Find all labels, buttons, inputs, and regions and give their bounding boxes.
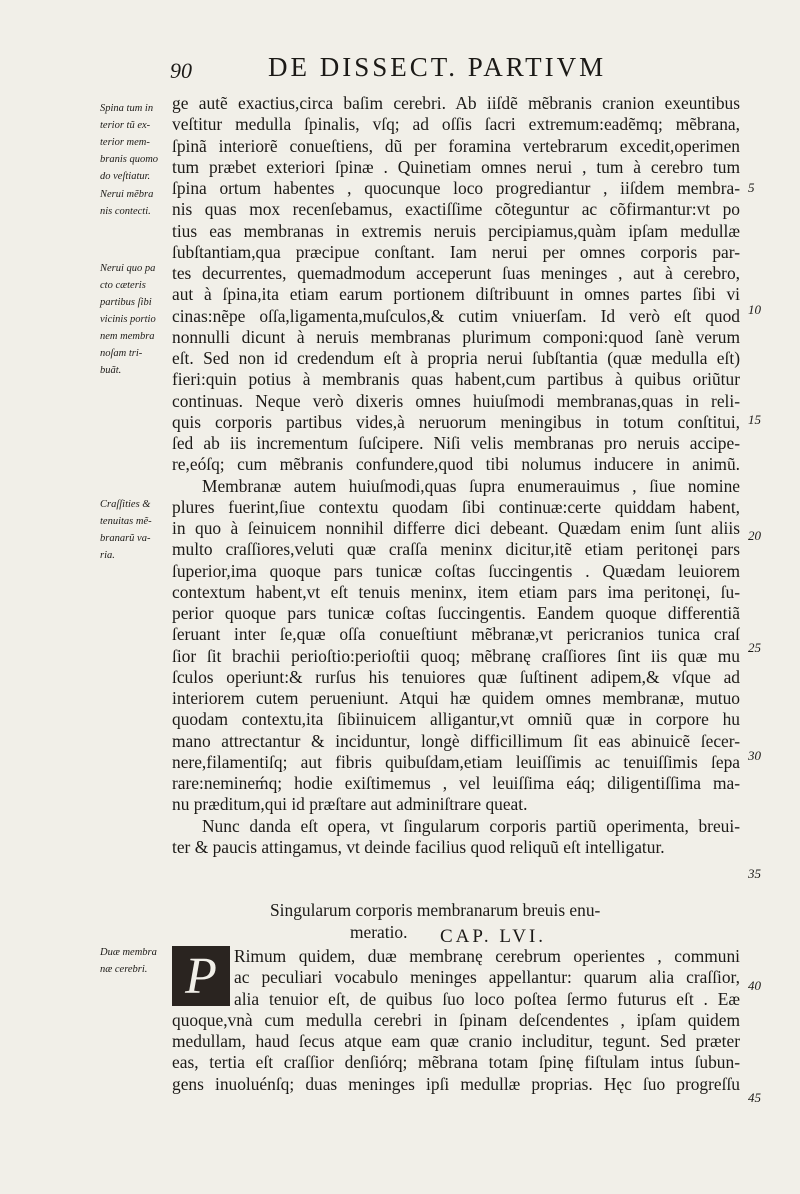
text-line: Rimum quidem, duæ membranę cerebrum operientes , communi [234, 946, 740, 966]
text-line: medullam, haud ſecus atque eam quæ cranio includitur, tegunt. Sed præter [172, 1031, 740, 1051]
chapter-title [172, 900, 740, 921]
chapter-title-line-1: Singularum corporis membranarum breuis enu- [270, 900, 601, 920]
margin-note-spina: Spina tum in terior tũ ex- terior mem- branis quomo do veſtiatur. [100, 103, 159, 182]
text-line: tes decurrentes, quemadmodum acceperunt ſuas meninges , aut à cerebro, [172, 263, 740, 283]
drop-cap: P [172, 946, 230, 1006]
chapter-heading: CAP. LVI. [440, 926, 547, 947]
line-number: 15 [748, 412, 761, 427]
text-line: tius eas membranas in extremis neruis percipiamus,quàm ipſam medullæ [172, 220, 740, 241]
text-line: ſculos operiunt:& rurſus his tenuiores quæ ſuſtinent adipem,& vſque ad [172, 666, 740, 687]
text-line: quis corporis partibus vides,à neruorum meningibus in totum conſtitui, [172, 411, 740, 432]
text-line: nonnulli dicunt à neruis membranas plurimum componi:quod ſanè verum [172, 326, 740, 347]
text-line: re,eóſq; cum mẽbranis confundere,quod tibi nolumus inducere in animũ. [172, 454, 740, 475]
text-line: quodam contextu,ita ſibiinuicem alligantur,vt omniũ quæ in corpore hu [172, 709, 740, 730]
text-line: multo craſſiores,veluti quæ craſſa meninx dicitur,itẽ etiam peritonęi pars [172, 539, 740, 560]
line-number: 40 [748, 978, 761, 993]
chapter-title-continued [350, 922, 440, 943]
text-line: tum præbet exteriori ſpinæ . Quinetiam omnes nerui , tum à cerebro tum [172, 156, 740, 177]
text-line: eſt. Sed non id credendum eſt à propria nerui ſubſtantia (quæ medulla eſt) [172, 348, 740, 368]
text-line: eas, tertia eſt craſſior denſiórq; mẽbrana totam ſpinę fiſtulam intus ſubun- [172, 1052, 740, 1073]
text-line: ter & paucis attingamus, vt deinde facilius quod reliquũ eſt intelligatur. [172, 836, 665, 857]
text-line: ſior ſit brachii perioſtio:perioſtii quoq; mẽbranę craſſiores ſint iis quæ mu [172, 645, 740, 666]
page-number: 90 [170, 58, 192, 83]
text-line: ſpinã interiorẽ conueſtiens, dũ per foramina vertebrarum excedit,operimen [172, 135, 740, 156]
text-line: continuas. Neque verò dixeris omnes huiuſmodi membranas,quas in reli- [172, 390, 740, 411]
text-line: ſuperior,ima quoque pars tunicæ coſtas ſuccingentis . Quædam leuiorem [172, 560, 740, 581]
text-line: gens inuoluénſq; duas meninges ipſi medullæ proprias. Hęc ſuo progreſſu [172, 1073, 740, 1094]
text-line: Membranæ autem huiuſmodi,quas ſupra enumerauimus , ſiue nomine [202, 475, 740, 496]
line-number: 10 [748, 302, 761, 317]
text-line: Nunc danda eſt opera, vt ſingularum corporis partiũ operimenta, breui- [202, 815, 740, 836]
line-number: 5 [748, 180, 755, 195]
text-line: contextum habent,vt eſt tenuis meninx, item etiam pars ima peritonęi, ſu- [172, 581, 740, 602]
line-number: 20 [748, 528, 761, 543]
text-line: alia tenuior eſt, de quibus ſuo loco poſtea ſermo futurus eſt . Eæ [234, 988, 740, 1009]
text-line: ſed ab iis incrementum ſuſcipere. Niſi velis membranas pro neruis accipe- [172, 433, 740, 453]
text-line: quoque,vnà cum medulla cerebri in ſpinam deſcendentes , ipſam quidem [172, 1009, 740, 1030]
line-number: 30 [748, 748, 761, 763]
text-line: rare:nemineḿq; hodie exiſtimemus , vel leuiſſima eáq; diligentiſſima ma- [172, 773, 740, 793]
text-line: in quo à ſeinuicem nonnihil differre dici debeant. Quædam enim ſunt aliis [172, 518, 740, 538]
text-line: ac peculiari vocabulo meninges appellantur: quarum alia craſſior, [234, 967, 740, 988]
text-line: mano attrectantur & inciduntur, longè difficillimum ſit eas abinuicẽ ſecer- [172, 730, 740, 751]
margin-note-nerui-contecti: Nerui mẽbra nis contecti. [100, 189, 154, 217]
text-line: ſeruant inter ſe,quæ oſſa conueſtiunt mẽbranæ,vt pericranios tunica craſ [172, 624, 740, 645]
chapter-title-line-2: meratio. [350, 922, 408, 942]
text-line: nu præditum,qui id præſtare aut adminiſtrare queat. [172, 794, 528, 815]
body-text [172, 93, 740, 858]
margin-note-nerui-portio: Nerui quo pa cto cæteris partibus ſibi vicinis portio nem membra noſam tri- buãt. [100, 263, 156, 376]
text-line: perior quoque pars tunicæ coſtas ſuccingentis. Eandem quoque differentiã [172, 603, 740, 623]
line-number: 45 [748, 1090, 761, 1105]
chapter-body [172, 946, 740, 1095]
text-line: nis quas mox recenſebamus, exactiſſime cõteguntur ac cõfirmantur:vt po [172, 199, 740, 220]
text-line: ge autẽ exactius,circa baſim cerebri. Ab iiſdẽ mẽbranis cranion exeuntibus [172, 93, 740, 113]
text-line: ſpina ortum habentes , quocunque loco progrediantur , iiſdem membra- [172, 178, 740, 198]
text-line: aut à ſpina,ita etiam earum portionem diſtribuunt in omnes partes ſibi vi [172, 284, 740, 305]
margin-note-duae-membranae: Duæ membra næ cerebri. [100, 947, 157, 975]
line-number: 35 [748, 866, 761, 881]
text-line: veſtitur medulla ſpinalis, vſq; ad oſſis ſacri extremum:eadẽmq; mẽbrana, [172, 114, 740, 135]
text-line: interiorem cutem perueniunt. Atqui hæ quidem omnes membranæ, mutuo [172, 688, 740, 708]
text-line: nere,filamentiſq; aut fibris quibuſdam,etiam leuiſſimis ac tenuiſſimis ſepa [172, 751, 740, 772]
text-line: cinas:nẽpe oſſa,ligamenta,muſculos,& cutim vniuerſam. Id verò eſt quod [172, 305, 740, 326]
text-line: ſubſtantiam,qua præcipue conſtant. Iam nerui per omnes corporis par- [172, 241, 740, 262]
line-number: 25 [748, 640, 761, 655]
text-line: fieri:quin potius à membranis quas habent,cum partibus à quibus oriũtur [172, 369, 740, 390]
margin-note-crassities: Craſſities & tenuitas mẽ- branarũ va- ria. [100, 499, 152, 561]
running-head: DE DISSECT. PARTIVM [268, 52, 607, 82]
text-line: plures fuerint,ſiue contextu quodam ſibi continuæ:certe quiddam habent, [172, 496, 740, 517]
